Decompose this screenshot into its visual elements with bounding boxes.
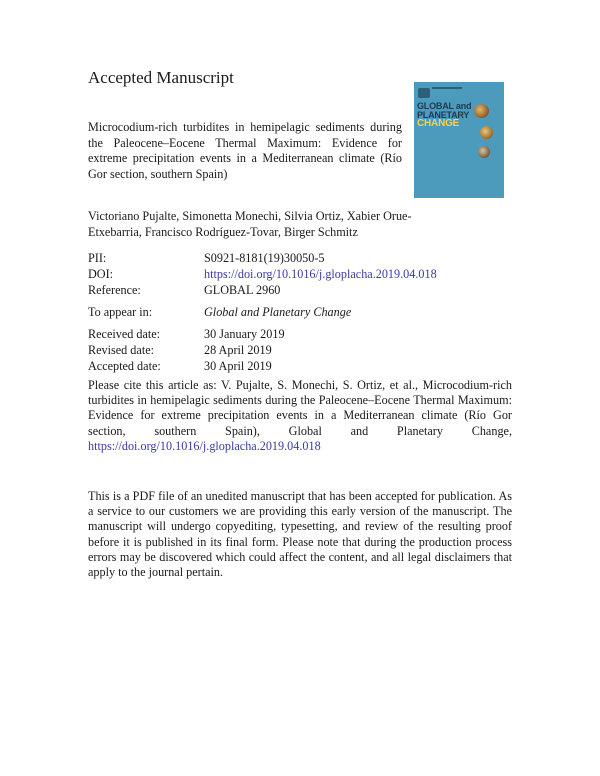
- appear-label: To appear in:: [88, 305, 153, 319]
- doi-link[interactable]: https://doi.org/10.1016/j.gloplacha.2019.04.018: [204, 267, 437, 281]
- article-title: Microcodium-rich turbidites in hemipelagic sediments during the Paleocene–Eocene Thermal Maximum: Evidence for extreme precipitation events in a Mediterranean climate (Río Gor section, southern Spain): [88, 120, 402, 181]
- citation-paragraph: [88, 378, 512, 454]
- cover-title-line1: GLOBAL and: [417, 101, 472, 111]
- received-label: Received date:: [88, 327, 161, 341]
- journal-cover-image: [414, 82, 504, 198]
- revised-label: Revised date:: [88, 343, 154, 357]
- planet-icon: [480, 126, 493, 139]
- page-heading: Accepted Manuscript: [88, 68, 234, 87]
- reference-value: GLOBAL 2960: [204, 283, 281, 297]
- pii-value: S0921-8181(19)30050-5: [204, 251, 325, 265]
- citation-doi-link[interactable]: https://doi.org/10.1016/j.gloplacha.2019.04.018: [88, 438, 321, 453]
- received-date: 30 January 2019: [204, 327, 285, 341]
- reference-label: Reference:: [88, 283, 141, 297]
- author-list: Victoriano Pujalte, Simonetta Monechi, Silvia Ortiz, Xabier Orue-Etxebarria, Francisco Rodríguez-Tovar, Birger Schmitz: [88, 209, 412, 239]
- doi-label: DOI:: [88, 267, 114, 281]
- planet-icon: [474, 104, 489, 118]
- cover-title-line3: CHANGE: [417, 118, 460, 129]
- revised-date: 28 April 2019: [204, 343, 272, 357]
- pii-label: PII:: [88, 251, 107, 265]
- journal-name: Global and Planetary Change: [204, 305, 352, 319]
- publisher-logo-bar: [432, 87, 462, 89]
- accepted-date: 30 April 2019: [204, 359, 272, 373]
- cover-title-line2: PLANETARY: [417, 110, 470, 120]
- citation-text: Please cite this article as: V. Pujalte, S. Monechi, S. Ortiz, et al., Microcodium-rich turbidites in hemipelagic sediments during the Paleocene–Eocene Thermal Maximum: Evidence for extreme precipitation events in a Mediterranean climate (Río Gor section, southern Spain), Global and Planetary Change,: [88, 378, 512, 438]
- disclaimer-paragraph: This is a PDF file of an unedited manuscript that has been accepted for publication. As a service to our customers we are providing this early version of the manuscript. The manuscript will undergo copyediting, typesetting, and review of the resulting proof before it is published in its final form. Please note that during the production process errors may be discovered which could affect the content, and all legal disclaimers that apply to the journal pertain.: [88, 489, 512, 580]
- accepted-label: Accepted date:: [88, 359, 161, 373]
- publisher-logo-icon: [418, 88, 430, 98]
- planet-icon: [478, 146, 490, 158]
